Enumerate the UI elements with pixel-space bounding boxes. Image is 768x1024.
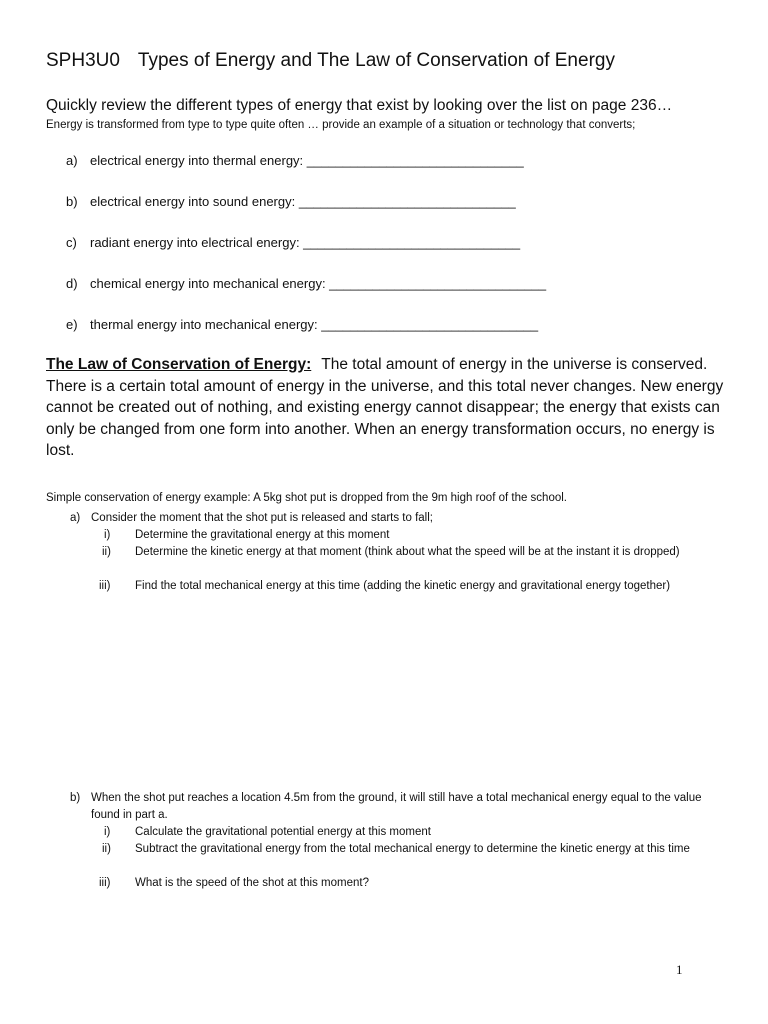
page-number: 1 — [676, 962, 683, 977]
page-title — [46, 50, 615, 72]
law-body: The total amount of energy in the universe is conserved. There is a certain total amount of energy in the universe, and this total never changes. New energy cannot be created out of nothing, and existing energy cannot disappear; the energy that exists can only be changed from one form into another. When an energy transformation occurs, no energy is lost. — [46, 356, 724, 459]
conversion-label: a) — [66, 153, 78, 168]
conversion-item — [66, 194, 516, 209]
law-heading: The Law of Conservation of Energy: — [46, 356, 312, 373]
conversion-item — [66, 153, 524, 168]
conversion-label: c) — [66, 235, 77, 250]
item-label: iii) — [99, 580, 111, 592]
course-code: SPH3U0 — [46, 50, 120, 71]
item-label: i) — [104, 826, 111, 838]
item-text: Calculate the gravitational potential energy at this moment — [135, 826, 431, 838]
item-text: Find the total mechanical energy at this time (adding the kinetic energy and gravitational energy together) — [135, 580, 671, 592]
conversion-item — [66, 235, 520, 250]
item-text: Determine the kinetic energy at that moment (think about what the speed will be at the instant it is dropped) — [135, 546, 680, 558]
conversion-item — [66, 276, 546, 291]
title-text: Types of Energy and The Law of Conservation of Energy — [137, 50, 615, 71]
conversion-label: d) — [66, 276, 78, 291]
part-b-label: b) — [70, 792, 81, 804]
conversion-text: electrical energy into sound energy: ______________________________ — [90, 194, 516, 209]
item-label: ii) — [102, 546, 111, 558]
item-text: Subtract the gravitational energy from the total mechanical energy to determine the kinetic energy at this time — [135, 843, 690, 855]
conversion-label: b) — [66, 194, 78, 209]
intro-line-2: Energy is transformed from type to type quite often … provide an example of a situation or technology that converts; — [46, 119, 636, 131]
conversion-text: thermal energy into mechanical energy: ______________________________ — [90, 317, 539, 332]
item-label: i) — [104, 529, 111, 541]
part-a-text: Consider the moment that the shot put is released and starts to fall; — [91, 512, 433, 524]
conversion-text: radiant energy into electrical energy: ______________________________ — [90, 235, 521, 250]
item-text: Determine the gravitational energy at this moment — [135, 529, 390, 541]
intro-line-1: Quickly review the different types of energy that exist by looking over the list on page 236… — [46, 97, 673, 114]
conversion-item — [66, 317, 538, 332]
law-paragraph — [46, 354, 736, 462]
item-label: ii) — [102, 843, 111, 855]
item-label: iii) — [99, 877, 111, 889]
item-text: What is the speed of the shot at this moment? — [135, 877, 369, 889]
part-b-text: When the shot put reaches a location 4.5m from the ground, it will still have a total mechanical energy equal to the value found in part a. — [91, 792, 702, 821]
example-intro: Simple conservation of energy example: A 5kg shot put is dropped from the 9m high roof of the school. — [46, 492, 567, 504]
conversion-text: electrical energy into thermal energy: ______________________________ — [90, 153, 524, 168]
part-a-label: a) — [70, 512, 81, 524]
conversion-text: chemical energy into mechanical energy: ______________________________ — [90, 276, 547, 291]
conversion-label: e) — [66, 317, 78, 332]
